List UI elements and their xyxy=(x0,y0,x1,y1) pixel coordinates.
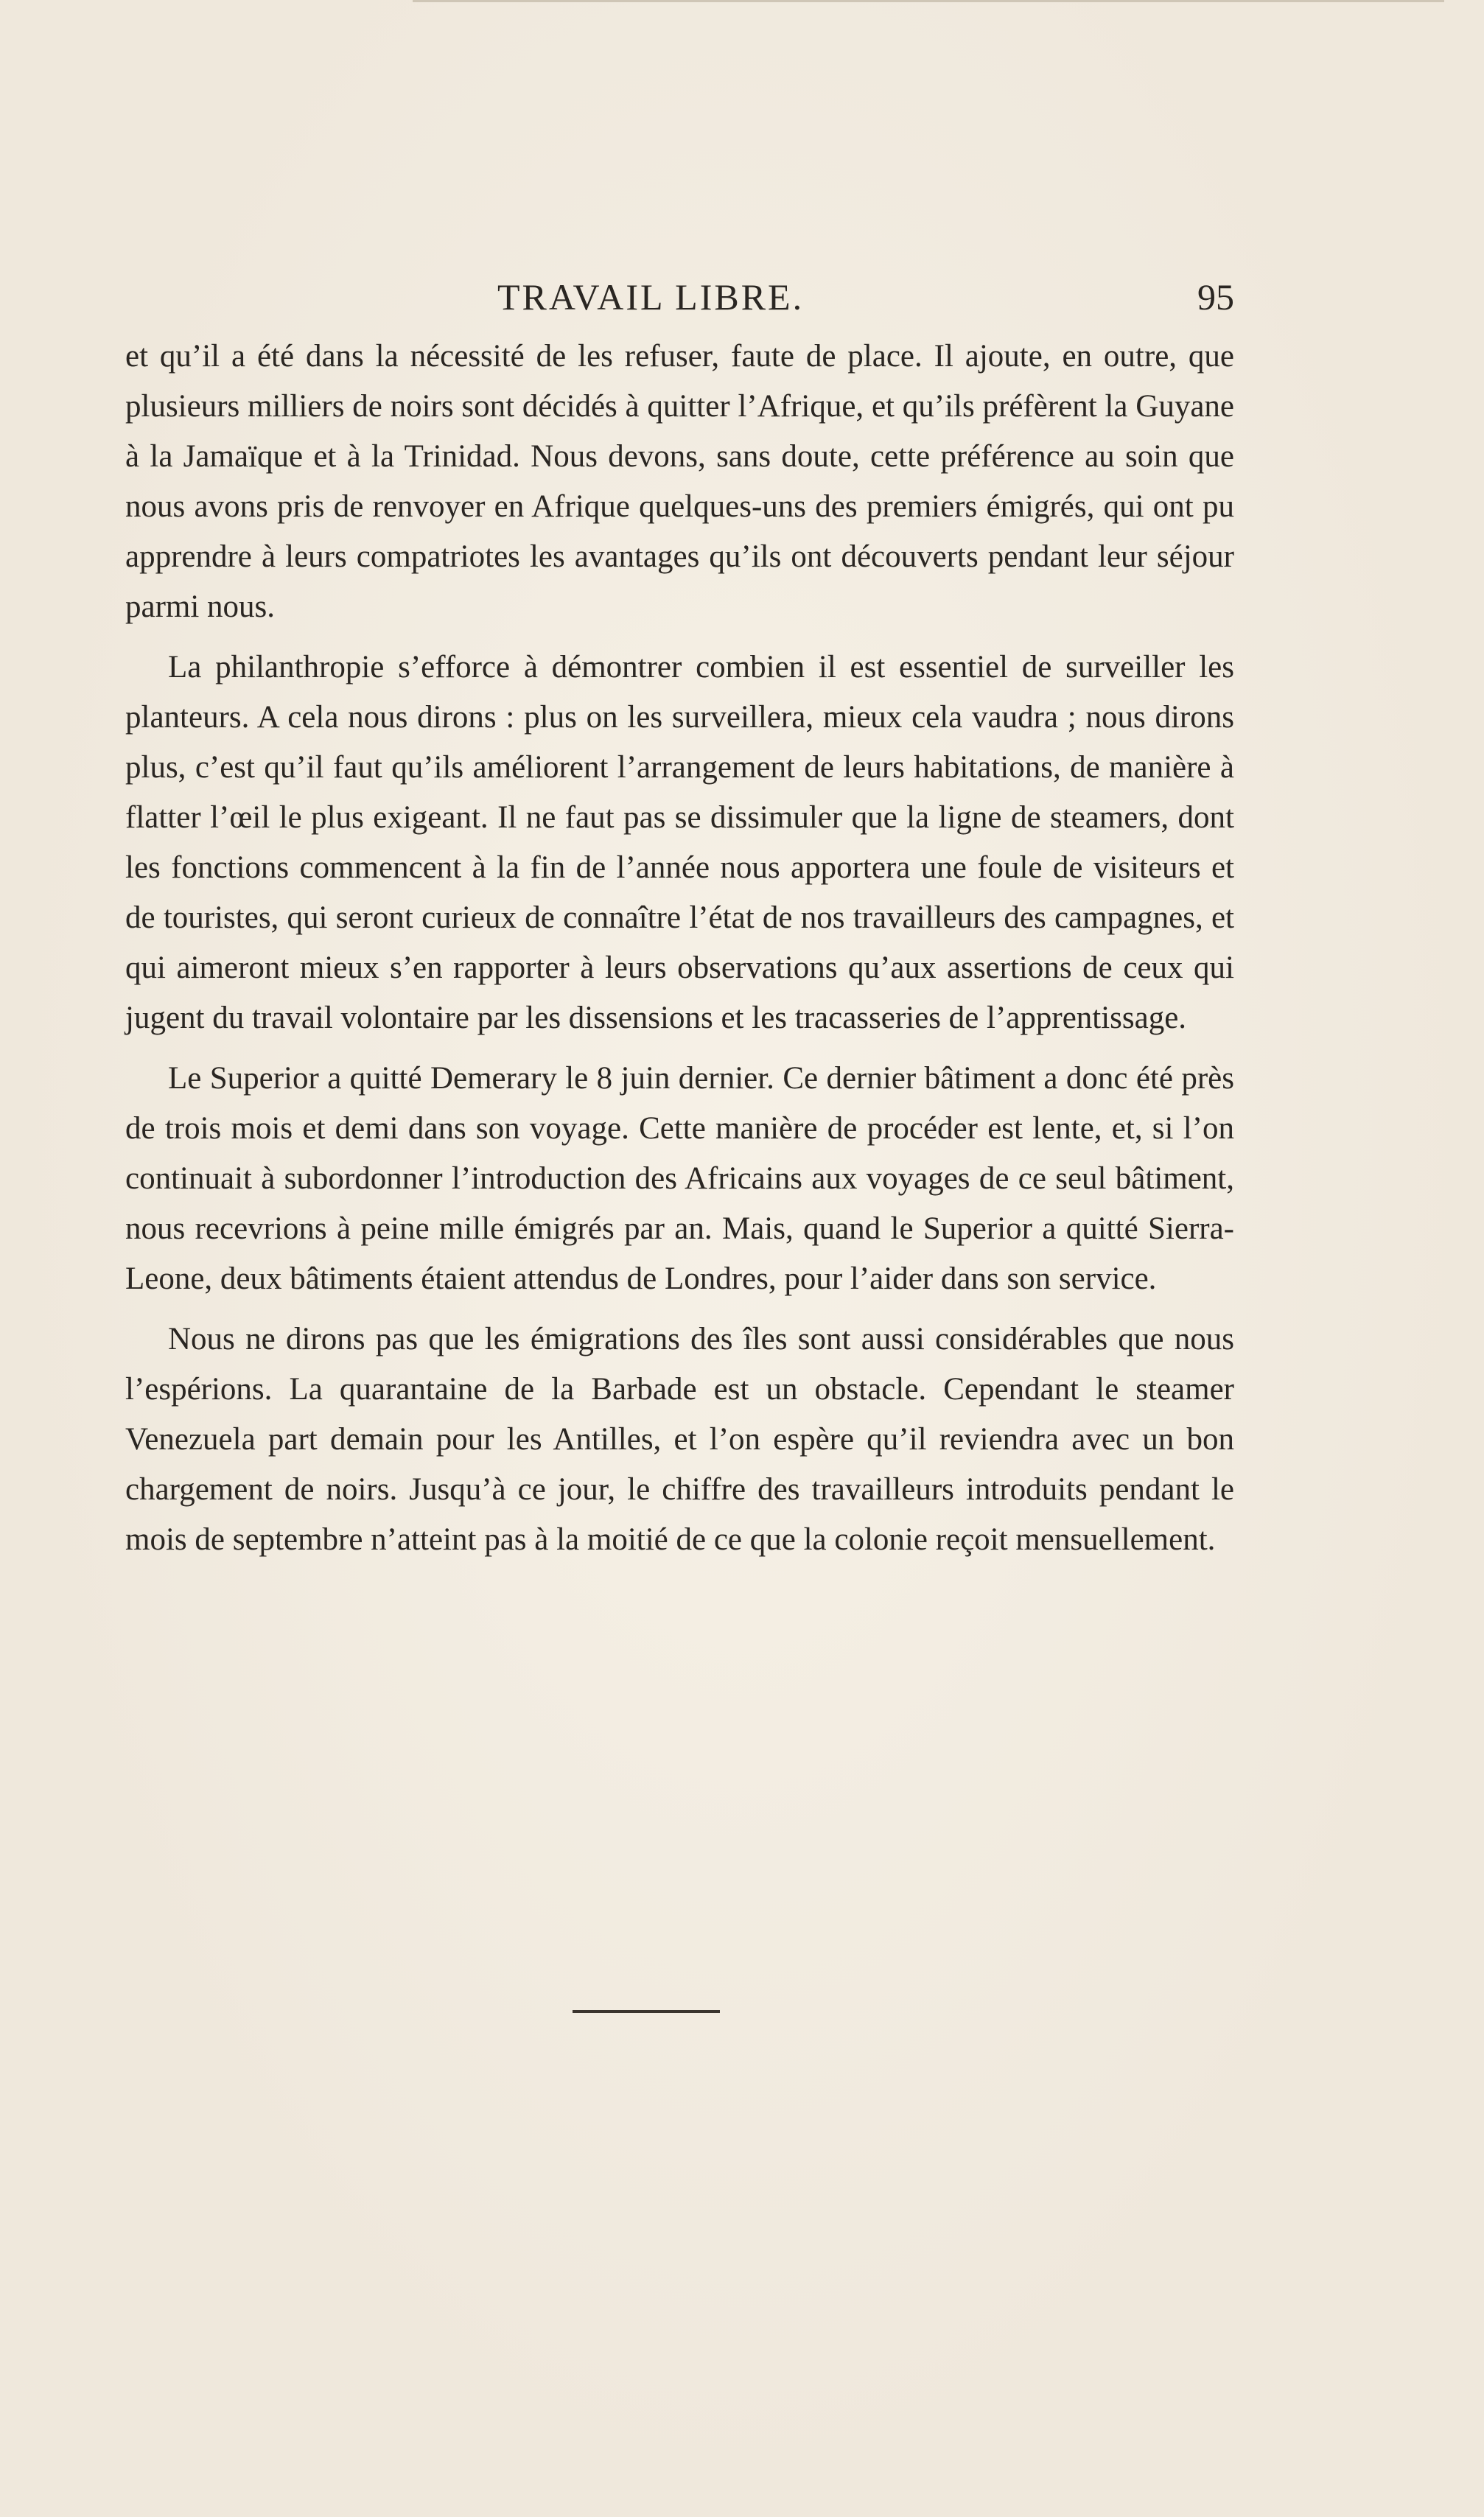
page-number: 95 xyxy=(1197,276,1234,318)
running-title: TRAVAIL LIBRE. xyxy=(497,276,805,318)
closing-rule xyxy=(573,2010,720,2013)
page-top-edge xyxy=(413,0,1444,2)
paragraph-3: Le Superior a quitté Demerary le 8 juin dernier. Ce dernier bâtiment a donc été près de trois mois et demi dans son voyage. Cette manière de procéder est lente, et, si l’on continuait à subordonner l’introduction des Africains aux voyages de ce seul bâtiment, nous recevrions à peine mille émigrés par an. Mais, quand le Superior a quitté Sierra-Leone, deux bâtiments étaient attendus de Londres, pour l’aider dans son service. xyxy=(125,1061,1234,1296)
paragraph-1: et qu’il a été dans la nécessité de les refuser, faute de place. Il ajoute, en outre, que plusieurs milliers de noirs sont décidés à quitter l’Afrique, et qu’ils préfèrent la Guyane à la Jamaïque et à la Trinidad. Nous devons, sans doute, cette préférence au soin que nous avons pris de renvoyer en Afrique quelques-uns des premiers émigrés, qui ont pu apprendre à leurs compatriotes les avantages qu’ils ont découverts pendant leur séjour parmi nous. xyxy=(125,339,1234,624)
body-text xyxy=(125,332,1234,1565)
paragraph-2: La philanthropie s’efforce à démontrer combien il est essentiel de surveiller les planteurs. A cela nous dirons : plus on les surveillera, mieux cela vaudra ; nous dirons plus, c’est qu’il faut qu’ils améliorent l’arrangement de leurs habitations, de manière à flatter l’œil le plus exigeant. Il ne faut pas se dissimuler que la ligne de steamers, dont les fonctions commencent à la fin de l’année nous apportera une foule de visiteurs et de touristes, qui seront curieux de connaître l’état de nos travailleurs des campagnes, et qui aimeront mieux s’en rapporter à leurs observations qu’aux assertions de ceux qui jugent du travail volontaire par les dissensions et les tracasseries de l’apprentissage. xyxy=(125,650,1234,1035)
paragraph-4: Nous ne dirons pas que les émigrations des îles sont aussi considérables que nous l’espérions. La quarantaine de la Barbade est un obstacle. Cependant le steamer Venezuela part demain pour les Antilles, et l’on espère qu’il reviendra avec un bon chargement de noirs. Jusqu’à ce jour, le chiffre des travailleurs introduits pendant le mois de septembre n’atteint pas à la moitié de ce que la colonie reçoit mensuellement. xyxy=(125,1322,1234,1557)
page-header xyxy=(125,267,1234,326)
